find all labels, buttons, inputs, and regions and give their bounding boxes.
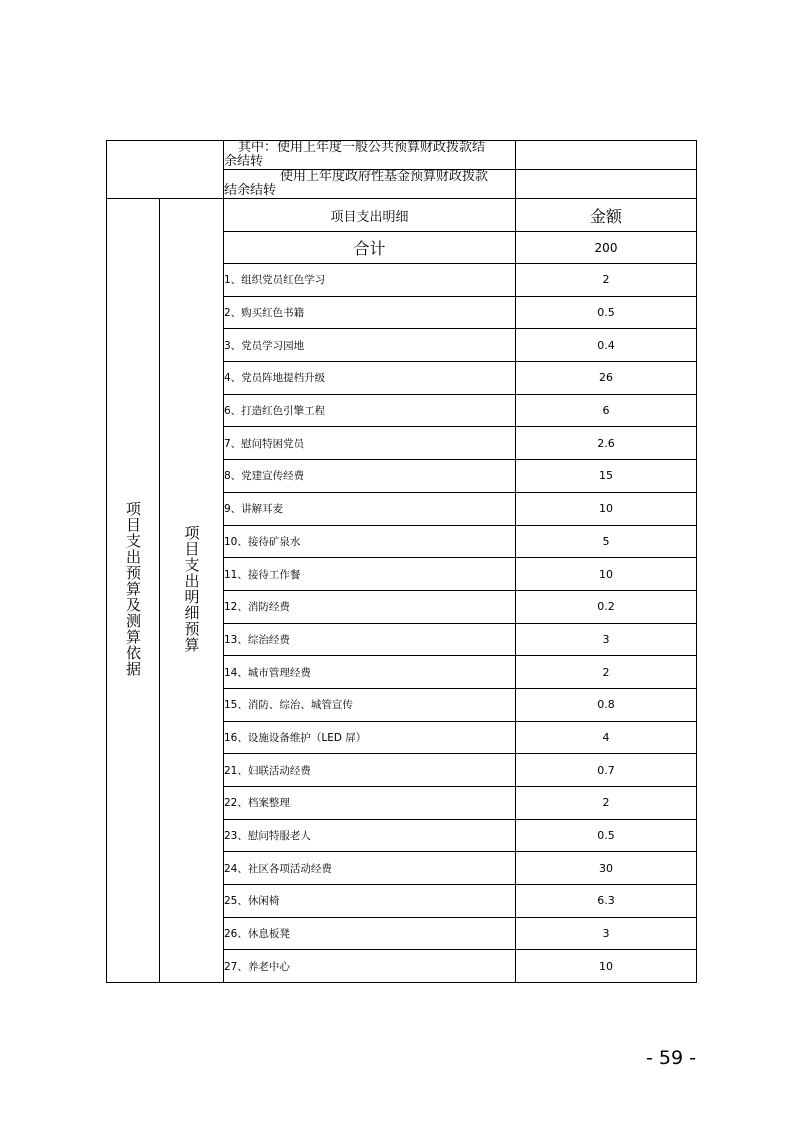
item-amount: 0.8 [516, 688, 697, 721]
item-amount: 15 [516, 460, 697, 493]
item-amount: 26 [516, 362, 697, 395]
item-amount: 3 [516, 623, 697, 656]
item-name: 27、养老中心 [224, 950, 516, 983]
item-name: 25、休闲椅 [224, 885, 516, 918]
budget-table [106, 140, 697, 983]
item-amount: 5 [516, 525, 697, 558]
item-amount: 10 [516, 950, 697, 983]
header-amount-label: 金额 [516, 199, 697, 232]
item-amount: 0.5 [516, 296, 697, 329]
item-name: 6、打造红色引擎工程 [224, 394, 516, 427]
item-name: 14、城市管理经费 [224, 656, 516, 689]
item-name: 10、接待矿泉水 [224, 525, 516, 558]
item-amount: 30 [516, 852, 697, 885]
item-amount: 2 [516, 264, 697, 297]
item-amount: 3 [516, 917, 697, 950]
item-amount: 4 [516, 721, 697, 754]
item-amount: 2 [516, 656, 697, 689]
item-name: 15、消防、综治、城管宣传 [224, 688, 516, 721]
item-name: 21、妇联活动经费 [224, 754, 516, 787]
carryover-general-label: 其中：使用上年度一般公共预算财政拨款结 余结转 [224, 141, 516, 170]
detail-header-row [107, 199, 697, 232]
item-name: 22、档案整理 [224, 787, 516, 820]
item-amount: 2 [516, 787, 697, 820]
page-number: - 59 - [646, 1047, 696, 1069]
item-name: 23、慰问特服老人 [224, 819, 516, 852]
inner-section-label: 项目支出明细预算 [160, 199, 224, 983]
item-name: 24、社区各项活动经费 [224, 852, 516, 885]
item-amount: 10 [516, 492, 697, 525]
item-amount: 0.5 [516, 819, 697, 852]
carryover-general-value [516, 141, 697, 170]
item-name: 26、休息板凳 [224, 917, 516, 950]
item-name: 2、购买红色书籍 [224, 296, 516, 329]
outer-section-label: 项目支出预算及测算依据 [107, 199, 160, 983]
item-amount: 2.6 [516, 427, 697, 460]
item-name: 16、设施设备维护（LED 屏） [224, 721, 516, 754]
item-amount: 0.2 [516, 590, 697, 623]
item-amount: 6.3 [516, 885, 697, 918]
item-name: 4、党员阵地提档升级 [224, 362, 516, 395]
total-value: 200 [516, 232, 697, 264]
item-name: 12、消防经费 [224, 590, 516, 623]
item-name: 9、讲解耳麦 [224, 492, 516, 525]
item-name: 3、党员学习园地 [224, 329, 516, 362]
item-name: 8、党建宣传经费 [224, 460, 516, 493]
header-item-label: 项目支出明细 [224, 199, 516, 232]
total-label: 合计 [224, 232, 516, 264]
item-name: 7、慰问特困党员 [224, 427, 516, 460]
carryover-fund-label: 使用上年度政府性基金预算财政拨款 结余结转 [224, 170, 516, 199]
item-name: 13、综治经费 [224, 623, 516, 656]
item-amount: 10 [516, 558, 697, 591]
item-amount: 6 [516, 394, 697, 427]
item-name: 1、组织党员红色学习 [224, 264, 516, 297]
item-amount: 0.7 [516, 754, 697, 787]
item-name: 11、接待工作餐 [224, 558, 516, 591]
carryover-general-row [107, 141, 697, 170]
item-amount: 0.4 [516, 329, 697, 362]
blank-cell [107, 141, 224, 199]
carryover-fund-value [516, 170, 697, 199]
